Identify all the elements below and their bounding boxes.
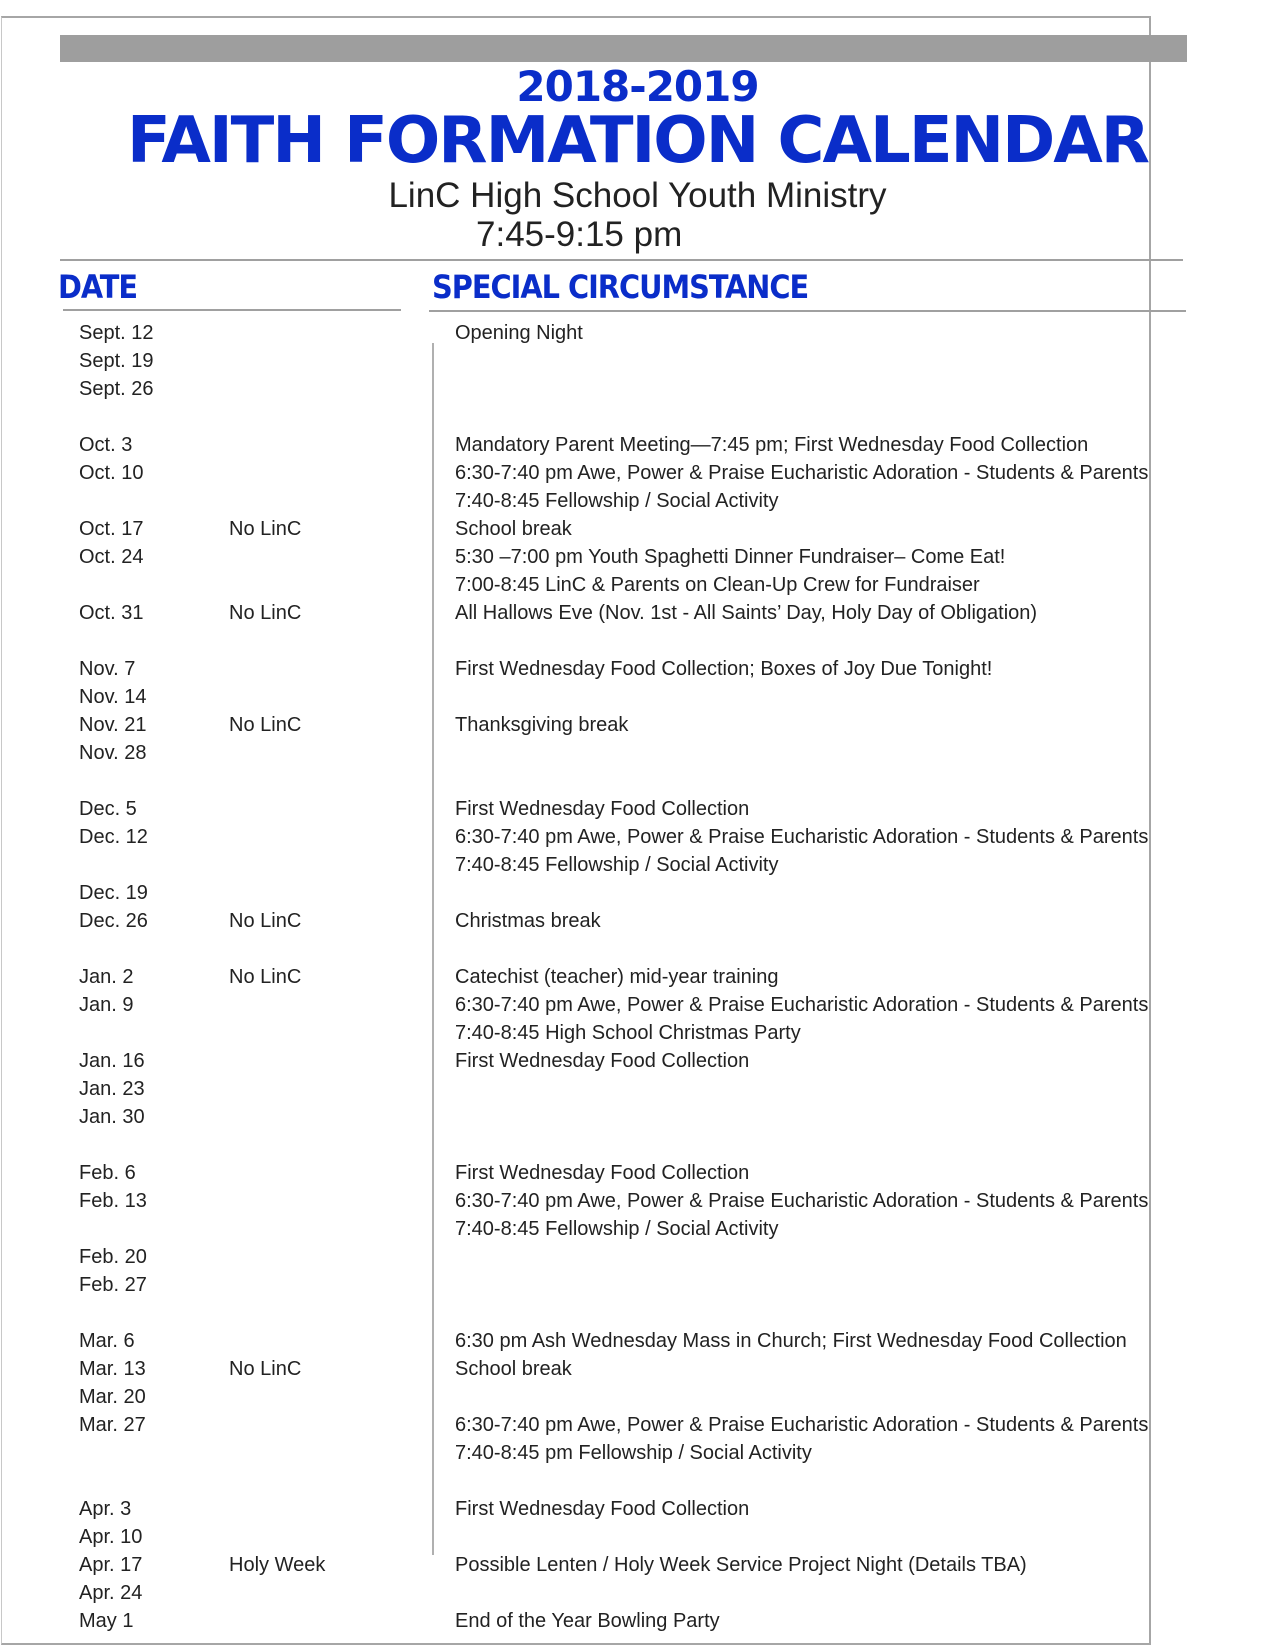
row-date: Feb. 6 — [79, 1162, 136, 1184]
date-column-divider — [63, 309, 401, 311]
row-note: No LinC — [229, 1358, 302, 1380]
row-description: All Hallows Eve (Nov. 1st - All Saints’ Day, Holy Day of Obligation) — [455, 602, 1038, 624]
row-date: Oct. 31 — [79, 602, 144, 624]
row-date: Oct. 3 — [79, 434, 133, 456]
row-date: May 1 — [79, 1610, 134, 1632]
row-description: Mandatory Parent Meeting—7:45 pm; First Wednesday Food Collection — [455, 434, 1089, 456]
calendar-subtitle: LinC High School Youth Ministry — [388, 176, 887, 215]
row-date: Jan. 9 — [79, 994, 134, 1016]
row-note: No LinC — [229, 910, 302, 932]
row-description: 7:00-8:45 LinC & Parents on Clean-Up Crew for Fundraiser — [455, 574, 980, 596]
row-date: Apr. 17 — [79, 1554, 143, 1576]
row-description: First Wednesday Food Collection — [455, 798, 750, 820]
row-description: 5:30 –7:00 pm Youth Spaghetti Dinner Fundraiser– Come Eat! — [455, 546, 1006, 568]
row-date: Nov. 28 — [79, 742, 147, 764]
column-separator — [432, 343, 434, 1555]
row-note: No LinC — [229, 518, 302, 540]
row-description: First Wednesday Food Collection — [455, 1050, 750, 1072]
row-date: Nov. 7 — [79, 658, 136, 680]
row-date: Jan. 16 — [79, 1050, 145, 1072]
row-description: First Wednesday Food Collection — [455, 1498, 750, 1520]
row-date: Oct. 17 — [79, 518, 144, 540]
row-date: Mar. 6 — [79, 1330, 135, 1352]
column-header-special-circumstance: SPECIAL CIRCUMSTANCE — [432, 268, 809, 306]
row-date: Jan. 30 — [79, 1106, 145, 1128]
row-description: 6:30-7:40 pm Awe, Power & Praise Eucharistic Adoration - Students & Parents — [455, 462, 1149, 484]
row-description: Catechist (teacher) mid-year training — [455, 966, 779, 988]
row-date: Sept. 19 — [79, 350, 154, 372]
row-description: 6:30-7:40 pm Awe, Power & Praise Eucharistic Adoration - Students & Parents — [455, 1190, 1149, 1212]
row-description: End of the Year Bowling Party — [455, 1610, 720, 1632]
row-date: Dec. 19 — [79, 882, 148, 904]
row-description: 6:30-7:40 pm Awe, Power & Praise Eucharistic Adoration - Students & Parents — [455, 826, 1149, 848]
row-date: Mar. 13 — [79, 1358, 146, 1380]
row-description: 7:40-8:45 Fellowship / Social Activity — [455, 490, 779, 512]
row-date: Apr. 10 — [79, 1526, 143, 1548]
row-description: First Wednesday Food Collection — [455, 1162, 750, 1184]
row-description: 6:30-7:40 pm Awe, Power & Praise Eucharistic Adoration - Students & Parents — [455, 1414, 1149, 1436]
row-date: Oct. 10 — [79, 462, 144, 484]
special-column-divider — [429, 310, 1186, 312]
row-description: Christmas break — [455, 910, 601, 932]
row-note: Holy Week — [229, 1554, 326, 1576]
row-description: Opening Night — [455, 322, 583, 344]
header-bar — [60, 35, 1187, 62]
row-date: Apr. 24 — [79, 1582, 143, 1604]
row-date: Feb. 27 — [79, 1274, 147, 1296]
row-date: Jan. 23 — [79, 1078, 145, 1100]
column-header-date: DATE — [58, 268, 138, 306]
row-description: First Wednesday Food Collection; Boxes of Joy Due Tonight! — [455, 658, 993, 680]
row-description: 6:30 pm Ash Wednesday Mass in Church; First Wednesday Food Collection — [455, 1330, 1127, 1352]
header-divider — [60, 259, 1183, 261]
row-description: 7:40-8:45 pm Fellowship / Social Activity — [455, 1442, 812, 1464]
row-date: Feb. 20 — [79, 1246, 147, 1268]
row-date: Mar. 27 — [79, 1414, 146, 1436]
meeting-time: 7:45-9:15 pm — [476, 215, 683, 254]
row-description: 6:30-7:40 pm Awe, Power & Praise Eucharistic Adoration - Students & Parents — [455, 994, 1149, 1016]
row-description: Possible Lenten / Holy Week Service Project Night (Details TBA) — [455, 1554, 1027, 1576]
row-note: No LinC — [229, 714, 302, 736]
row-description: 7:40-8:45 Fellowship / Social Activity — [455, 854, 779, 876]
row-description: School break — [455, 518, 572, 540]
row-date: Dec. 26 — [79, 910, 148, 932]
row-description: School break — [455, 1358, 572, 1380]
row-date: Feb. 13 — [79, 1190, 147, 1212]
row-date: Nov. 21 — [79, 714, 147, 736]
row-date: Dec. 5 — [79, 798, 137, 820]
row-description: 7:40-8:45 High School Christmas Party — [455, 1022, 801, 1044]
row-date: Oct. 24 — [79, 546, 144, 568]
row-date: Dec. 12 — [79, 826, 148, 848]
row-date: Jan. 2 — [79, 966, 134, 988]
row-date: Nov. 14 — [79, 686, 147, 708]
row-note: No LinC — [229, 966, 302, 988]
row-note: No LinC — [229, 602, 302, 624]
row-date: Mar. 20 — [79, 1386, 146, 1408]
calendar-year: 2018-2019 — [516, 62, 759, 111]
calendar-title: FAITH FORMATION CALENDAR — [126, 104, 1149, 178]
row-date: Apr. 3 — [79, 1498, 132, 1520]
row-description: Thanksgiving break — [455, 714, 629, 736]
row-date: Sept. 12 — [79, 322, 154, 344]
row-description: 7:40-8:45 Fellowship / Social Activity — [455, 1218, 779, 1240]
row-date: Sept. 26 — [79, 378, 154, 400]
